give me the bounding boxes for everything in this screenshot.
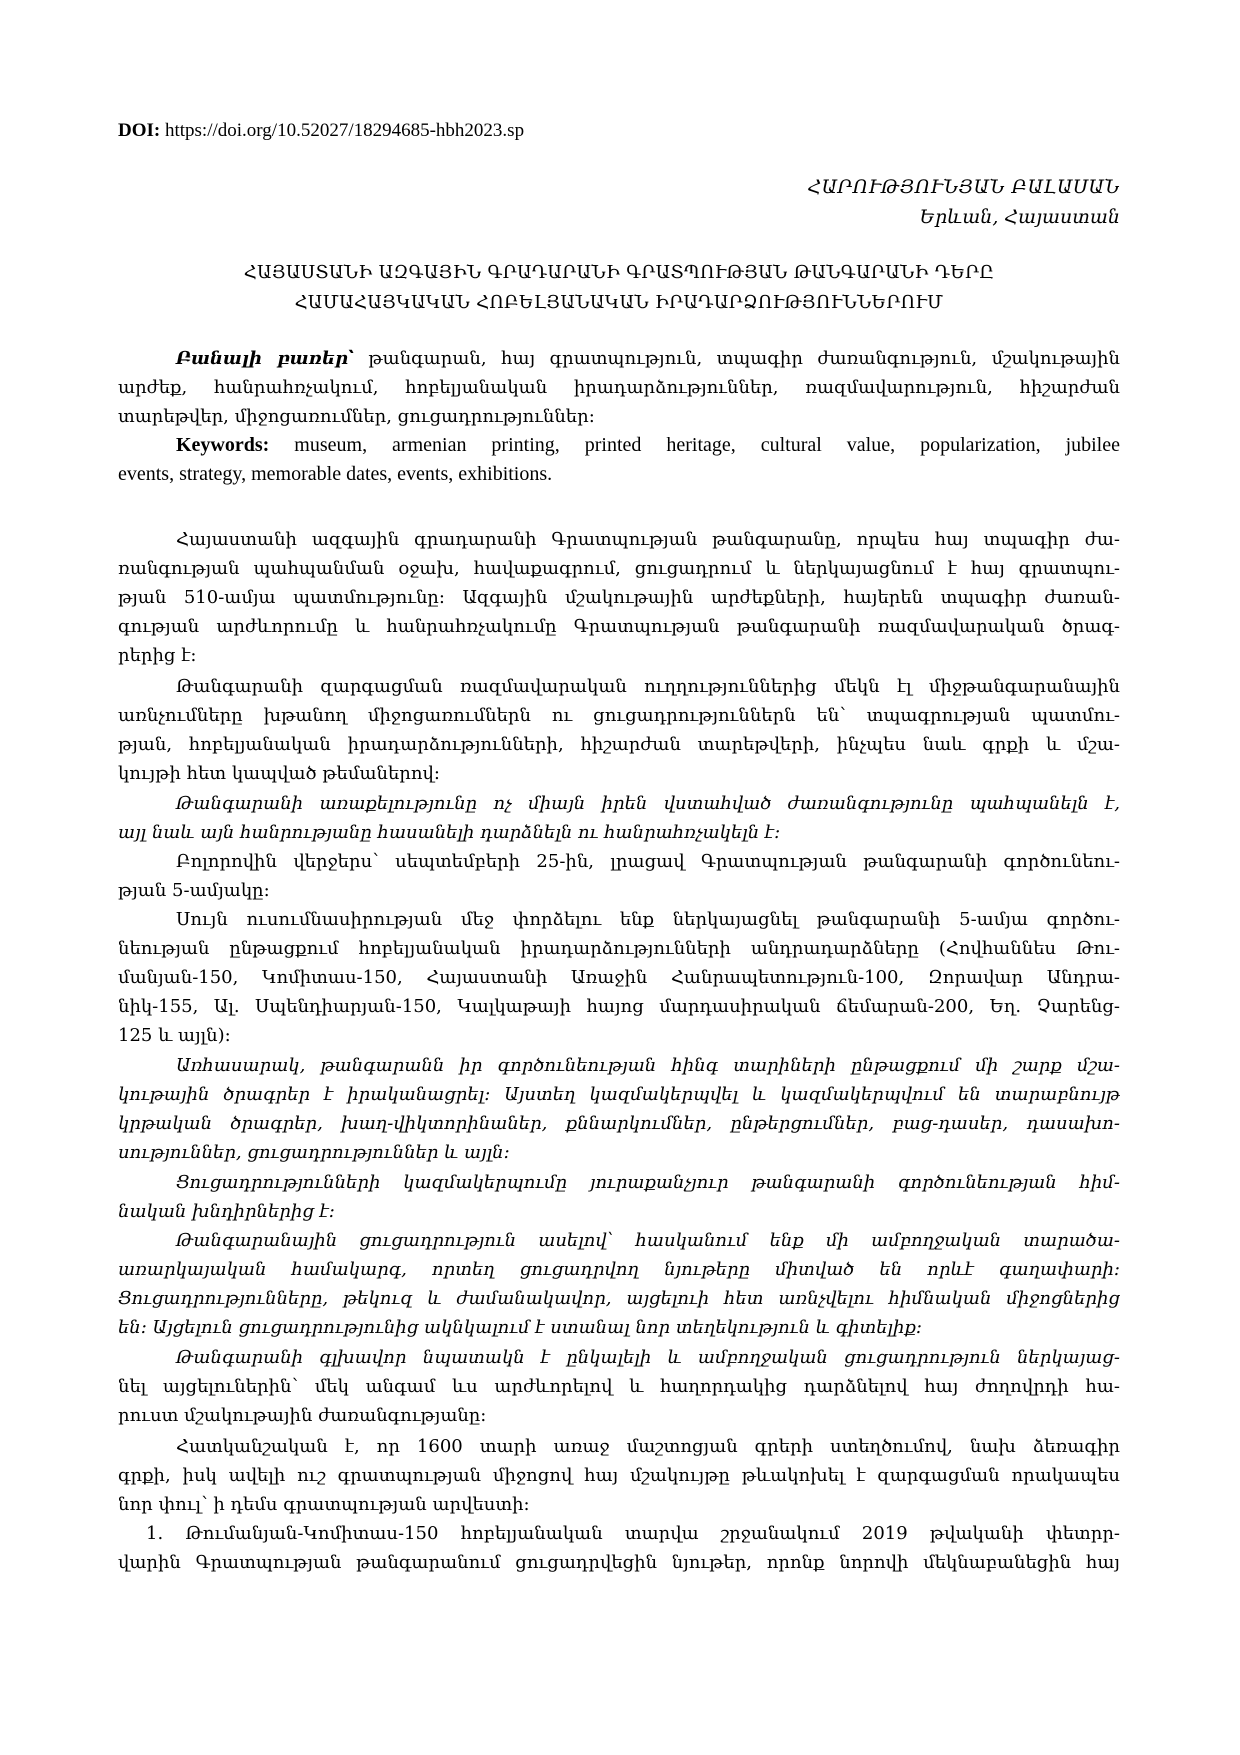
paragraph: Սույն ուսումնասիրության մեջ փորձելու ենք ներկայացնել թանգարանի 5-ամյա գործու- նեության ընթացքում հոբելյանական իրադարձությունների անդրադարձները (Հովհաննես Թու- մանյան-150, Կոմիտաս-150, Հայաստանի Առաջին Հանրապետություն-100, Զորավար Անդրա- նիկ-155, Ալ. Սպենդիարյան-150, Կալկաթայի հայոց մարդասիրական ճեմարան-200, Եղ. Չարենց- 125 և այլն):	[118, 909, 1120, 1046]
keywords-line: արժեք, հանրահռչակում, հոբելյանական իրադարձություններ, ռազմավարություն, հիշարժան	[118, 377, 1120, 398]
paragraph: Թանգարանի գլխավոր նպատակն է ընկալելի և ամբողջական ցուցադրություն ներկայաց- նել այցելուներին՝ մեկ անգամ ևս արժևորելով և հաղորդակից դարձնելով հայ ժողովրդի հա- րուստ մշակութային ժառանգությանը:	[118, 1347, 1120, 1426]
doi-label: DOI:	[118, 120, 161, 141]
article-title	[118, 258, 1120, 318]
keywords-line: Keywords: museum, armenian printing, printed heritage, cultural value, popularization, jubilee	[176, 434, 1120, 456]
paragraph: Հատկանշական է, որ 1600 տարի առաջ մաշտոցյան գրերի ստեղծումով, նախ ձեռագիր գրքի, իսկ ավելի ուշ գրատպության միջոցով հայ մշակույթը թևակոխել է զարգացման որակապես նոր փուլ՝ ի դեմս գրատպության արվեստի:	[118, 1436, 1120, 1515]
author-location: Երևան, Հայաստան	[919, 206, 1120, 228]
keywords-label: Keywords:	[176, 434, 270, 456]
numbered-paragraph: 1. Թումանյան-Կոմիտաս-150 հոբելյանական տարվա շրջանակում 2019 թվականի փետրր- վարին Գրատպության թանգարանում ցուցադրվեցին նյութեր, որոնք նորովի մեկնաբանեցին հայ	[118, 1523, 1120, 1573]
author-block	[808, 172, 1121, 232]
keywords-line: տարեթվեր, միջոցառումներ, ցուցադրություններ:	[118, 406, 595, 427]
title-line: ՀԱՄԱՀԱՅԿԱԿԱՆ ՀՈԲԵԼՅԱՆԱԿԱՆ ԻՐԱԴԱՐՁՈՒԹՅՈՒՆՆԵՐՈՒՄ	[294, 292, 944, 313]
keywords-armenian	[118, 344, 1120, 431]
keywords-label: Բանալի բառեր՝	[176, 348, 354, 369]
doi-line	[118, 118, 524, 144]
paragraph: Հայաստանի ազգային գրադարանի Գրատպության թանգարանը, որպես հայ տպագիր ժա- ռանգության պահպանման օջախ, հավաքագրում, ցուցադրում և ներկայացնում է հայ գրատպու- թյան 510-ամյա պատմությունը: Ազգային մշակութային արժեքների, հայերեն տպագիր ժառան- գության արժևորումը և հանրահռչակումը Գրատպության թանգարանի ռազմավարական ծրագ- րերից է:	[118, 529, 1120, 666]
author-name: ՀԱՐՈՒԹՅՈՒՆՅԱՆ ԲԱԼԱՍԱՆ	[807, 176, 1120, 198]
paragraph-italic: Թանգարանային ցուցադրություն ասելով՝ հասկանում ենք մի ամբողջական տարածա- առարկայական համակարգ, որտեղ ցուցադրվող նյութերը միտված են որևէ գաղափարի: Ցուցադրությունները, թեկուզ և ժամանակավոր, այցելուի հետ առնչվելու հիմնական միջոցներից են: Այցելուն ցուցադրությունից ակնկալում է ստանալ նոր տեղեկություն և գիտելիք:	[118, 1230, 1120, 1338]
keywords-line: events, strategy, memorable dates, events, exhibitions.	[118, 463, 553, 485]
paragraph-italic: Ցուցադրությունների կազմակերպումը յուրաքանչյուր թանգարանի գործունեության հիմ- նական խնդիրներից է:	[118, 1172, 1120, 1222]
paragraph: Բոլորովին վերջերս՝ սեպտեմբերի 25-ին, լրացավ Գրատպության թանգարանի գործունեու- թյան 5-ամյակը:	[118, 851, 1120, 901]
paragraph-italic: Առհասարակ, թանգարանն իր գործունեության հինգ տարիների ընթացքում մի շարք մշա- կութային ծրագրեր է իրականացրել: Այստեղ կազմակերպվել և կազմակերպվում են տարաբնույթ կրթական ծրագրեր, խաղ-վիկտորինաներ, քննարկումներ, ընթերցումներ, բաց-դասեր, դասախո- սություններ, ցուցադրություններ և այլն:	[118, 1055, 1120, 1163]
paragraph-italic: Թանգարանի առաքելությունը ոչ միայն իրեն վստահված ժառանգությունը պահպանելն է, այլ նաև այն հանրությանը հասանելի դարձնելն ու հանրահռչակելն է:	[118, 793, 1120, 843]
keywords-line: Բանալի բառեր՝ թանգարան, հայ գրատպություն, տպագիր ժառանգություն, մշակութային	[176, 348, 1120, 369]
paragraph: Թանգարանի զարգացման ռազմավարական ուղղություններից մեկն էլ միջթանգարանային առնչումները խթանող միջոցառումներն ու ցուցադրություններն են՝ տպագրության պատմու- թյան, հոբելյանական իրադարձությունների, հիշարժան տարեթվերի, ինչպես նաև գրքի և մշա- կույթի հետ կապված թեմաներով:	[118, 676, 1120, 784]
title-line: ՀԱՅԱՍՏԱՆԻ ԱԶԳԱՅԻՆ ԳՐԱԴԱՐԱՆԻ ԳՐԱՏՊՈՒԹՅԱՆ ԹԱՆԳԱՐԱՆԻ ԴԵՐԸ	[243, 262, 995, 283]
doi-link[interactable]: https://doi.org/10.52027/18294685-hbh2023.sp	[164, 120, 525, 141]
keywords-english	[118, 431, 1120, 489]
